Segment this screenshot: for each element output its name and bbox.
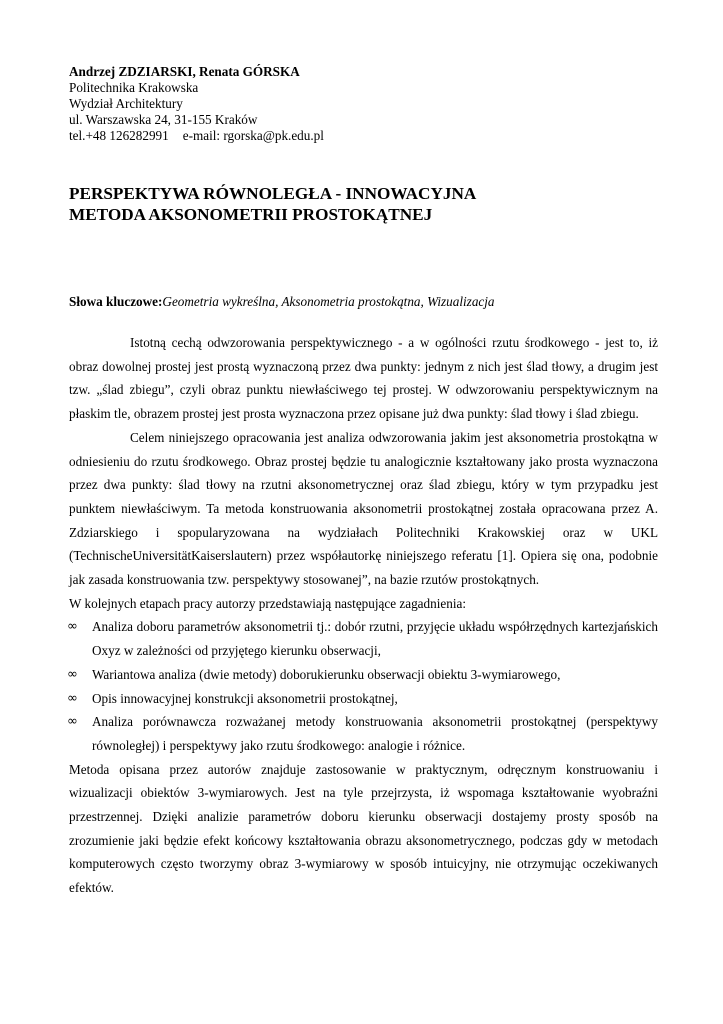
keywords xyxy=(69,294,669,310)
paper-title xyxy=(69,184,669,225)
list-item xyxy=(69,615,658,662)
author-block xyxy=(69,64,669,144)
body-text xyxy=(69,331,658,900)
university: Politechnika Krakowska xyxy=(69,79,199,95)
infinity-bullet-icon: ∞ xyxy=(67,619,78,635)
list-item xyxy=(69,663,658,687)
list-item xyxy=(69,710,658,757)
address: ul. Warszawska 24, 31-155 Kraków xyxy=(69,111,258,127)
paragraph-3: W kolejnych etapach pracy autorzy przedstawiają następujące zagadnienia: xyxy=(69,595,467,611)
title-line-2: METODA AKSONOMETRII PROSTOKĄTNEJ xyxy=(69,204,433,224)
keywords-value: Geometria wykreślna, Aksonometria prostokątna, Wizualizacja xyxy=(162,294,495,309)
infinity-bullet-icon: ∞ xyxy=(67,714,78,730)
paragraph-4: Metoda opisana przez autorów znajduje zastosowanie w praktycznym, odręcznym konstruowaniu i wizualizacji obiektów 3-wymiarowych. Jest na tyle przejrzysta, iż wspomaga kształtowanie wyobraźni przestrzennej. Dzięki analizie parametrów doboru kierunku obserwacji dostajemy prosty sposób na zrozumienie jaki będzie efekt końcowy kształtowania obrazu aksonometrycznego, podczas gdy w metodach komputerowych często tworzymy obraz 3-wymiarowy w sposób intuicyjny, nie otrzymując oczekiwanych efektów. xyxy=(69,761,658,896)
contact-line xyxy=(69,128,669,144)
author-names: Andrzej ZDZIARSKI, Renata GÓRSKA xyxy=(69,64,300,79)
infinity-bullet-icon: ∞ xyxy=(67,690,78,706)
title-line-1: PERSPEKTYWA RÓWNOLEGŁA - INNOWACYJNA xyxy=(69,184,477,203)
faculty: Wydział Architektury xyxy=(69,95,183,111)
phone: tel.+48 126282991 xyxy=(69,127,169,143)
paragraph-2: Celem niniejszego opracowania jest analiza odwzorowania jakim jest aksonometria prostokątna w odniesieniu do rzutu środkowego. Obraz prostej będzie tu analogicznie kształtowany jako prosta wyznaczona przez dwa punkty: ślad tłowy na rzutni aksonometrycznej oraz ślad zbiegu, który w tym przypadku jest punktem niewłaściwym. Ta metoda konstruowania aksonometrii prostokątnej została opracowana przez A. Zdziarskiego i spopularyzowana na wydziałach Politechniki Krakowskiej oraz w UKL (TechnischeUniversitätKaiserslautern) przez współautorkę niniejszego referatu [1]. Opiera się ona, podobnie jak zasada konstruowania tzw. perspektywy stosowanej”, na bazie rzutów prostokątnych. xyxy=(69,429,658,588)
infinity-bullet-icon: ∞ xyxy=(67,666,78,682)
keywords-label: Słowa kluczowe: xyxy=(69,294,163,309)
paragraph-1: Istotną cechą odwzorowania perspektywicznego - a w ogólności rzutu środkowego - jest to, iż obraz dowolnej prostej jest prostą wyznaczoną przez dwa punkty: jednym z nich jest ślad tłowy, a drugim jest tzw. „ślad zbiegu”, czyli obraz punktu niewłaściwego tej prostej. W odwzorowaniu perspektywicznym na płaskim tle, obrazem prostej jest prosta wyznaczona przez opisane już dwa punkty: ślad tłowy i ślad zbiegu. xyxy=(69,335,658,422)
list-item-text: Analiza doboru parametrów aksonometrii tj.: dobór rzutni, przyjęcie układu współrzędnych kartezjańskich Oxyz w zależności od przyjętego kierunku obserwacji, xyxy=(92,619,658,659)
list-item-text: Wariantowa analiza (dwie metody) doborukierunku obserwacji obiektu 3-wymiarowego, xyxy=(92,666,561,682)
list-item-text: Analiza porównawcza rozważanej metody konstruowania aksonometrii prostokątnej (perspektywy równoległej) i perspektywy jako rzutu środkowego: analogie i różnice. xyxy=(92,714,658,753)
list-item xyxy=(69,687,658,711)
list-item-text: Opis innowacyjnej konstrukcji aksonometrii prostokątnej, xyxy=(92,690,398,706)
email: e-mail: rgorska@pk.edu.pl xyxy=(182,127,324,143)
bullet-list xyxy=(69,615,658,757)
